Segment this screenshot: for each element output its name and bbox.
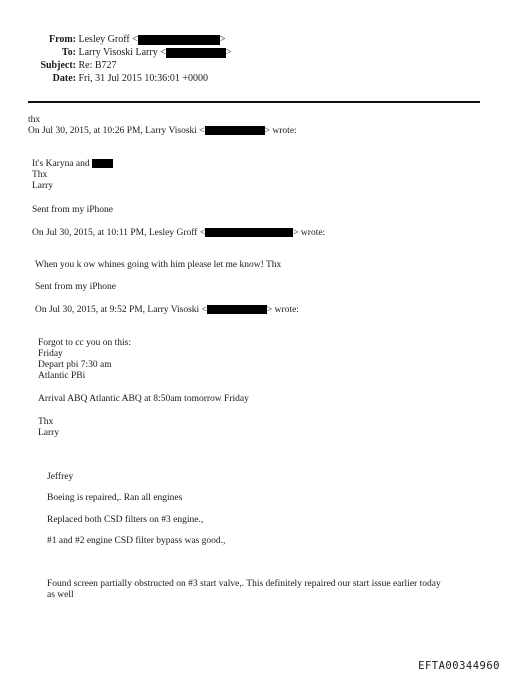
jeffrey-line: Jeffrey [47,472,74,482]
quote-header-2 [32,228,325,239]
bypass-line: #1 and #2 engine CSD filter bypass was good., [47,536,226,546]
from-close: > [219,34,226,45]
quote-1-suffix: > wrote: [264,126,297,136]
date-line [22,73,208,85]
redaction-bar [166,48,226,58]
to-close: > [225,47,232,58]
to-value: Larry Visoski Larry < [78,47,166,58]
quote-3-suffix: > wrote: [266,305,299,315]
to-label: To: [61,47,76,58]
quote-header-1 [28,126,297,137]
atlantic-line: Atlantic PBi [38,371,86,381]
found-line-1: Found screen partially obstructed on #3 start valve,. This definitely repaired our start issue earlier today [47,579,441,589]
quote-2-prefix: On Jul 30, 2015, at 10:11 PM, Lesley Groff < [32,228,206,238]
larry-line-2: Larry [38,428,60,438]
from-value: Lesley Groff < [78,34,138,45]
header-divider [28,101,480,103]
karyna-text: It's Karyna and [32,159,90,169]
redaction-bar [138,35,220,45]
date-value: Fri, 31 Jul 2015 10:36:01 +0000 [78,73,209,84]
larry-line-1: Larry [32,181,54,191]
friday-line: Friday [38,349,63,359]
date-label: Date: [52,73,76,84]
found-line-2: as well [47,590,74,600]
sent-from-iphone-1: Sent from my iPhone [32,205,114,215]
depart-line: Depart pbi 7:30 am [38,360,112,370]
arrival-line: Arrival ABQ Atlantic ABQ at 8:50am tomorrow Friday [38,394,249,404]
boeing-line: Boeing is repaired,. Ran all engines [47,493,183,503]
to-line [22,47,231,59]
from-label: From: [48,34,76,45]
redaction-bar [205,126,265,135]
forgot-line: Forgot to cc you on this: [38,338,131,348]
when-line: When you k ow whines going with him please let me know! Thx [35,260,282,270]
document-id: EFTA00344960 [418,660,500,672]
quote-2-suffix: > wrote: [293,228,326,238]
sent-from-iphone-2: Sent from my iPhone [35,282,117,292]
quote-1-prefix: On Jul 30, 2015, at 10:26 PM, Larry Visoski < [28,126,205,136]
karyna-line [32,159,113,170]
quote-header-3 [35,305,299,316]
redaction-bar [92,159,113,168]
reply-thx: thx [28,115,41,125]
redaction-bar [207,305,267,314]
subject-value: Re: B727 [78,60,117,71]
redaction-bar [205,228,293,237]
quote-3-prefix: On Jul 30, 2015, at 9:52 PM, Larry Visoski < [35,305,207,315]
thx-line-2: Thx [32,170,48,180]
from-line [22,34,225,46]
thx-line-3: Thx [38,417,54,427]
replaced-line: Replaced both CSD filters on #3 engine., [47,515,204,525]
subject-line [22,60,117,72]
subject-label: Subject: [40,60,76,71]
